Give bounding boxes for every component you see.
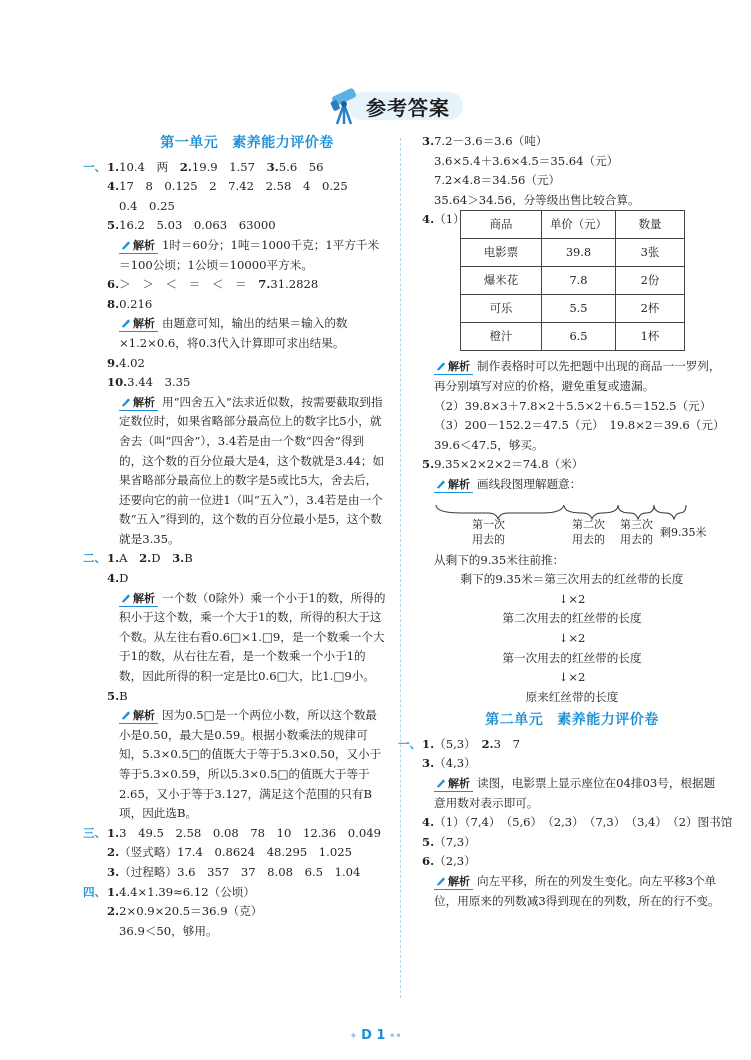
pen-icon: [120, 396, 131, 408]
page-title: 参考答案: [366, 96, 450, 120]
footer-dots-left: ✦: [349, 1031, 362, 1042]
analysis-label: 解析: [119, 316, 158, 332]
pen-icon: [120, 592, 131, 604]
table-row: [461, 323, 685, 351]
down-arrow-icon: ↓: [558, 670, 569, 685]
answer-line: （3）200－152.2＝47.5（元） 19.8×2＝39.6（元）: [434, 418, 725, 433]
answer-line: 原来红丝带的长度: [525, 689, 619, 704]
answer-line: 0.4 0.25: [119, 198, 175, 213]
table-header: 单价（元）: [542, 211, 616, 239]
answer-line: 36.9＜50，够用。: [119, 923, 218, 938]
pen-icon: [120, 239, 131, 251]
segment-label: 剩9.35米: [660, 525, 707, 539]
answer-line: 5.（7,3）: [422, 834, 476, 849]
column-divider: [400, 138, 401, 998]
answer-line: 4.（1）（7,4） （5,6） （2,3） （7,3） （3,4） （2）图书馆: [422, 815, 733, 830]
answer-line: 39.6＜47.5，够买。: [434, 437, 544, 452]
segment-braces: [422, 501, 712, 521]
answer-line: 从剩下的9.35米往前推：: [434, 552, 565, 567]
table-cell: 1杯: [616, 323, 685, 351]
arrow-step: ↓×2: [558, 670, 586, 685]
table-row: [461, 295, 685, 323]
analysis-block: 解析 读图，电影票上显示座位在04排03号，根据题意用数对表示即可。: [434, 776, 716, 810]
answer-line: 2.2×0.9×20.5＝36.9（克）: [107, 904, 263, 919]
table-cell: 7.8: [542, 267, 616, 295]
page-footer: [0, 1028, 751, 1043]
answer-title: [328, 86, 468, 124]
answer-line: （2）39.8×3＋7.8×2＋5.5×2＋6.5＝152.5（元）: [434, 398, 712, 413]
table-cell: 橙汁: [461, 323, 542, 351]
pen-icon: [435, 875, 446, 887]
arrow-step: ↓×2: [558, 591, 586, 606]
answer-line: 5.9.35×2×2×2＝74.8（米）: [422, 457, 584, 472]
unit1-title: 第一单元 素养能力评价卷: [160, 135, 334, 151]
analysis-label: 解析: [119, 395, 158, 411]
page-number: D 1: [361, 1028, 386, 1043]
down-arrow-icon: ↓: [558, 591, 569, 606]
answer-line: 3.6×5.4＋3.6×4.5＝35.64（元）: [434, 153, 619, 168]
answer-line: 3.（4,3）: [422, 756, 476, 771]
table-header: 商品: [461, 211, 542, 239]
table-cell: 爆米花: [461, 267, 542, 295]
answer-line: 4.17 8 0.125 2 7.42 2.58 4 0.25: [107, 179, 348, 194]
answer-line: 10.3.44 3.35: [107, 375, 191, 390]
answer-line: 剩下的9.35米＝第三次用去的红丝带的长度: [460, 572, 684, 587]
analysis-label: 解析: [119, 591, 158, 607]
pen-icon: [435, 777, 446, 789]
down-arrow-icon: ↓: [558, 630, 569, 645]
table-cell: 2份: [616, 267, 685, 295]
analysis-label: 解析: [434, 477, 473, 493]
analysis-block: 解析 向左平移，所在的列发生变化。向左平移3个单位，用原来的列数减3得到现在的列数，所在的行不变。: [434, 874, 720, 908]
answer-line: 四、1.4.4×1.39≈6.12（公顷）: [83, 884, 255, 899]
answer-line: 35.64＞34.56，分等级出售比较合算。: [434, 192, 640, 207]
answer-line: 三、1.3 49.5 2.58 0.08 78 10 12.36 0.049: [83, 825, 381, 840]
table-cell: 5.5: [542, 295, 616, 323]
analysis-label: 解析: [434, 359, 473, 375]
analysis-block: 解析 制作表格时可以先把题中出现的商品一一罗列，再分别填写对应的价格，避免重复或遗漏。: [434, 359, 721, 393]
table-row: [461, 267, 685, 295]
line-segment-diagram: [422, 501, 722, 547]
answer-line: 3.7.2－3.6＝3.6（吨）: [422, 134, 548, 148]
answer-line: 9.4.02: [107, 355, 145, 370]
answer-line: 第二次用去的红丝带的长度: [502, 611, 642, 626]
table-row: [461, 239, 685, 267]
analysis-block: 解析 因为0.5□是一个两位小数，所以这个数最小是0.50，最大是0.59。根据小数乘法的规律可知，5.3×0.5□的值既大于等于5.3×0.50，又小于等于5.3×0.59，所以5.3×0.5□的值既大于等于2.65，又小于等于3.127，满足这个范围的只有B项，因此选B。: [119, 708, 382, 821]
right-column: [398, 132, 733, 911]
table-cell: 6.5: [542, 323, 616, 351]
answer-line: 4.D: [107, 571, 129, 586]
pen-icon: [120, 709, 131, 721]
telescope-icon: [328, 86, 364, 126]
table-header-row: [461, 211, 685, 239]
table-cell: 电影票: [461, 239, 542, 267]
answer-line: 一、1.（5,3） 2.3 7: [398, 736, 520, 751]
table-cell: 3张: [616, 239, 685, 267]
pen-icon: [435, 360, 446, 372]
table-cell: 2杯: [616, 295, 685, 323]
analysis-block: 解析 一个数（0除外）乘一个小于1的数，所得的积小于这个数，乘一个大于1的数，所得的积大于这个数。从左往右看0.6□×1.□9，是一个数乘一个大于1的数，从右往左看，是一个数乘一个小于1的数，因此所得的积一定是比0.6□大，比1.□9小。: [119, 590, 386, 684]
answer-line: 5.16.2 5.03 0.063 63000: [107, 218, 276, 233]
left-column: [83, 132, 387, 941]
arrow-step: ↓×2: [558, 630, 586, 645]
analysis-block: 解析 画线段图理解题意：: [422, 475, 722, 495]
pen-icon: [435, 478, 446, 490]
segment-label: 第三次 用去的: [620, 517, 653, 546]
unit2-title: 第二单元 素养能力评价卷: [485, 712, 659, 729]
table-cell: 39.8: [542, 239, 616, 267]
answer-line: 2.（竖式略）17.4 0.8624 48.295 1.025: [107, 845, 352, 860]
answer-line: 4.（1）: [422, 212, 465, 227]
price-table: [460, 210, 685, 351]
analysis-label: 解析: [434, 776, 473, 792]
analysis-label: 解析: [434, 874, 473, 890]
analysis-block: 解析 用“四舍五入”法求近似数，按需要截取到指定数位时，如果省略部分最高位上的数字比5小，就舍去（叫“四舍”），3.4若是由一个数“四舍”得到的，这个数的百分位最大是4，这个数就是3.44；如果省略部分最高位上的数字是5或比5大，舍去后，还要向它的前一位进1（叫“五入”），3.4若是由一个数“五入”得到的，这个数的百分位最小是5，这个数就是3.35。: [119, 394, 385, 546]
table-header: 数量: [616, 211, 685, 239]
segment-label: 第一次 用去的: [472, 517, 505, 546]
answer-line: 6.＞ ＞ ＜ ＝ ＜ ＝ 7.31.2828: [107, 277, 319, 292]
analysis-label: 解析: [119, 708, 158, 724]
analysis-block: 解析 由题意可知，输出的结果＝输入的数×1.2×0.6，将0.3代入计算即可求出结果。: [119, 316, 348, 350]
answer-line: 5.B: [107, 688, 128, 703]
analysis-block: 解析 1时＝60分；1吨＝1000千克；1平方千米＝100公顷；1公顷＝10000平方米。: [119, 237, 380, 272]
analysis-label: 解析: [119, 238, 158, 254]
answer-line: 二、1.A 2.D 3.B: [83, 551, 193, 566]
answer-line: 3.（过程略）3.6 357 37 8.08 6.5 1.04: [107, 864, 361, 879]
footer-dots-right: ••: [385, 1031, 402, 1042]
pen-icon: [120, 317, 131, 329]
answer-line: 一、1.10.4 两 2.19.9 1.57 3.5.6 56: [83, 159, 324, 174]
answer-line: 6.（2,3）: [422, 854, 476, 869]
answer-line: 第一次用去的红丝带的长度: [502, 650, 642, 665]
segment-label: 第二次 用去的: [572, 517, 605, 546]
answer-line: 7.2×4.8＝34.56（元）: [434, 173, 561, 188]
table-cell: 可乐: [461, 295, 542, 323]
answer-line: 8.0.216: [107, 296, 153, 311]
